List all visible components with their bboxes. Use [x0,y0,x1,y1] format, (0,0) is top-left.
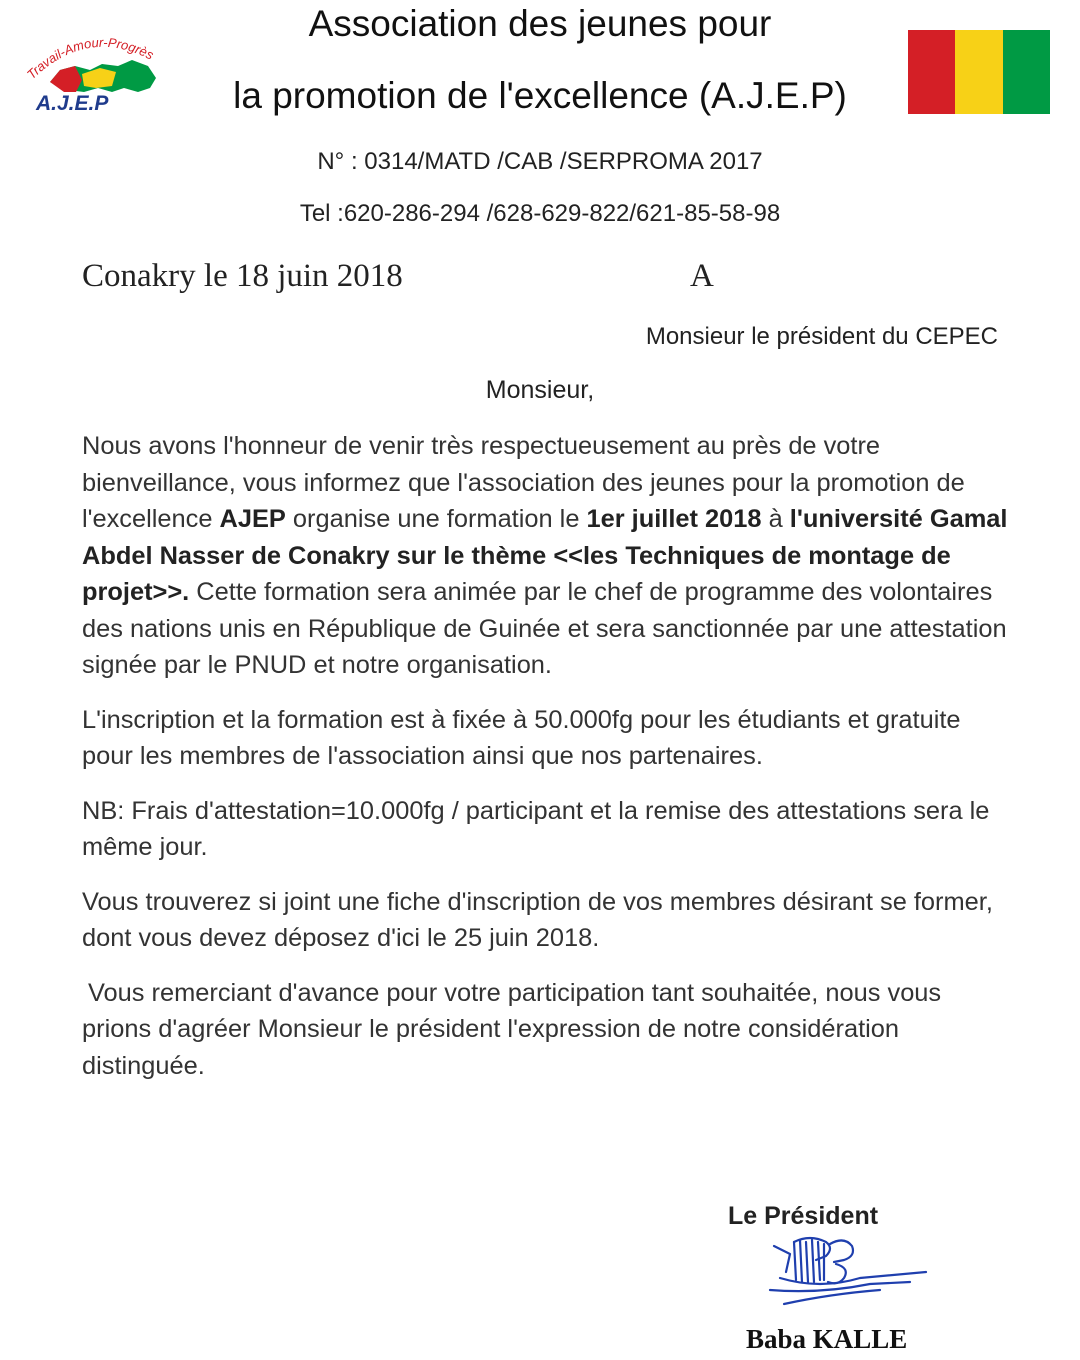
letter-body [82,428,1012,1102]
p1-bold-date: 1er juillet 2018 [586,505,762,533]
p1-text-2: organise une formation le [285,505,587,533]
handwritten-signature [760,1232,940,1318]
recipient: Monsieur le président du CEPEC [645,323,998,350]
paragraph-closing: Vous remerciant d'avance pour votre participation tant souhaitée, nous vous prions d'agréer Monsieur le président l'expression de notre considération distinguée. [82,978,942,1080]
paragraph-3: NB: Frais d'attestation=10.000fg / participant et la remise des attestations sera le même jour. [82,796,990,861]
p1-bold-ajep: AJEP [219,505,286,533]
org-title-line1: Association des jeunes pour [308,3,772,44]
to-marker: A [690,258,714,294]
signer-title: Le Président [728,1202,879,1227]
guinea-flag [908,30,1050,114]
logo-motto: Travail-Amour-Progrès [23,34,157,83]
p1-text-4: Cette formation sera animée par le chef de programme des volontaires des nations unis en République de Guinée et sera sanctionnée par une attestation signée par le PNUD et notre organisation. [82,578,1007,679]
logo-acronym: A.J.E.P [36,92,109,115]
paragraph-4: Vous trouverez si joint une fiche d'inscription de vos membres désirant se former, dont vous devez déposez d'ici le 25 juin 2018. [82,887,993,952]
p1-text-1: Nous avons l'honneur de venir très respectueusement au près de votre bienveillance, vous informez que l'association des jeunes pour la promotion de l'excellence [82,432,965,533]
flag-band-green [1003,30,1050,114]
guinea-map-icon [50,60,156,92]
salutation: Monsieur, [485,376,595,404]
paragraph-2: L'inscription et la formation est à fixée à 50.000fg pour les étudiants et gratuite pour les membres de l'association ainsi que nos partenaires. [82,705,961,770]
signer-name: Baba KALLE [746,1324,908,1354]
org-title-line2: la promotion de l'excellence (A.J.E.P) [233,75,847,116]
p1-bold-venue-theme: l'université Gamal Abdel Nasser de Conakry sur le thème <<les Techniques de montage de projet>>. [82,505,1008,606]
paragraph-1 [82,428,1012,684]
place-date: Conakry le 18 juin 2018 [82,258,403,294]
registration-number: N° : 0314/MATD /CAB /SERPROMA 2017 [317,148,763,175]
p1-text-3: à [761,505,790,533]
ajep-logo [20,30,180,120]
phone-numbers: Tel :620-286-294 /628-629-822/621-85-58-98 [299,200,781,227]
flag-band-red [908,30,955,114]
flag-band-yellow [955,30,1002,114]
